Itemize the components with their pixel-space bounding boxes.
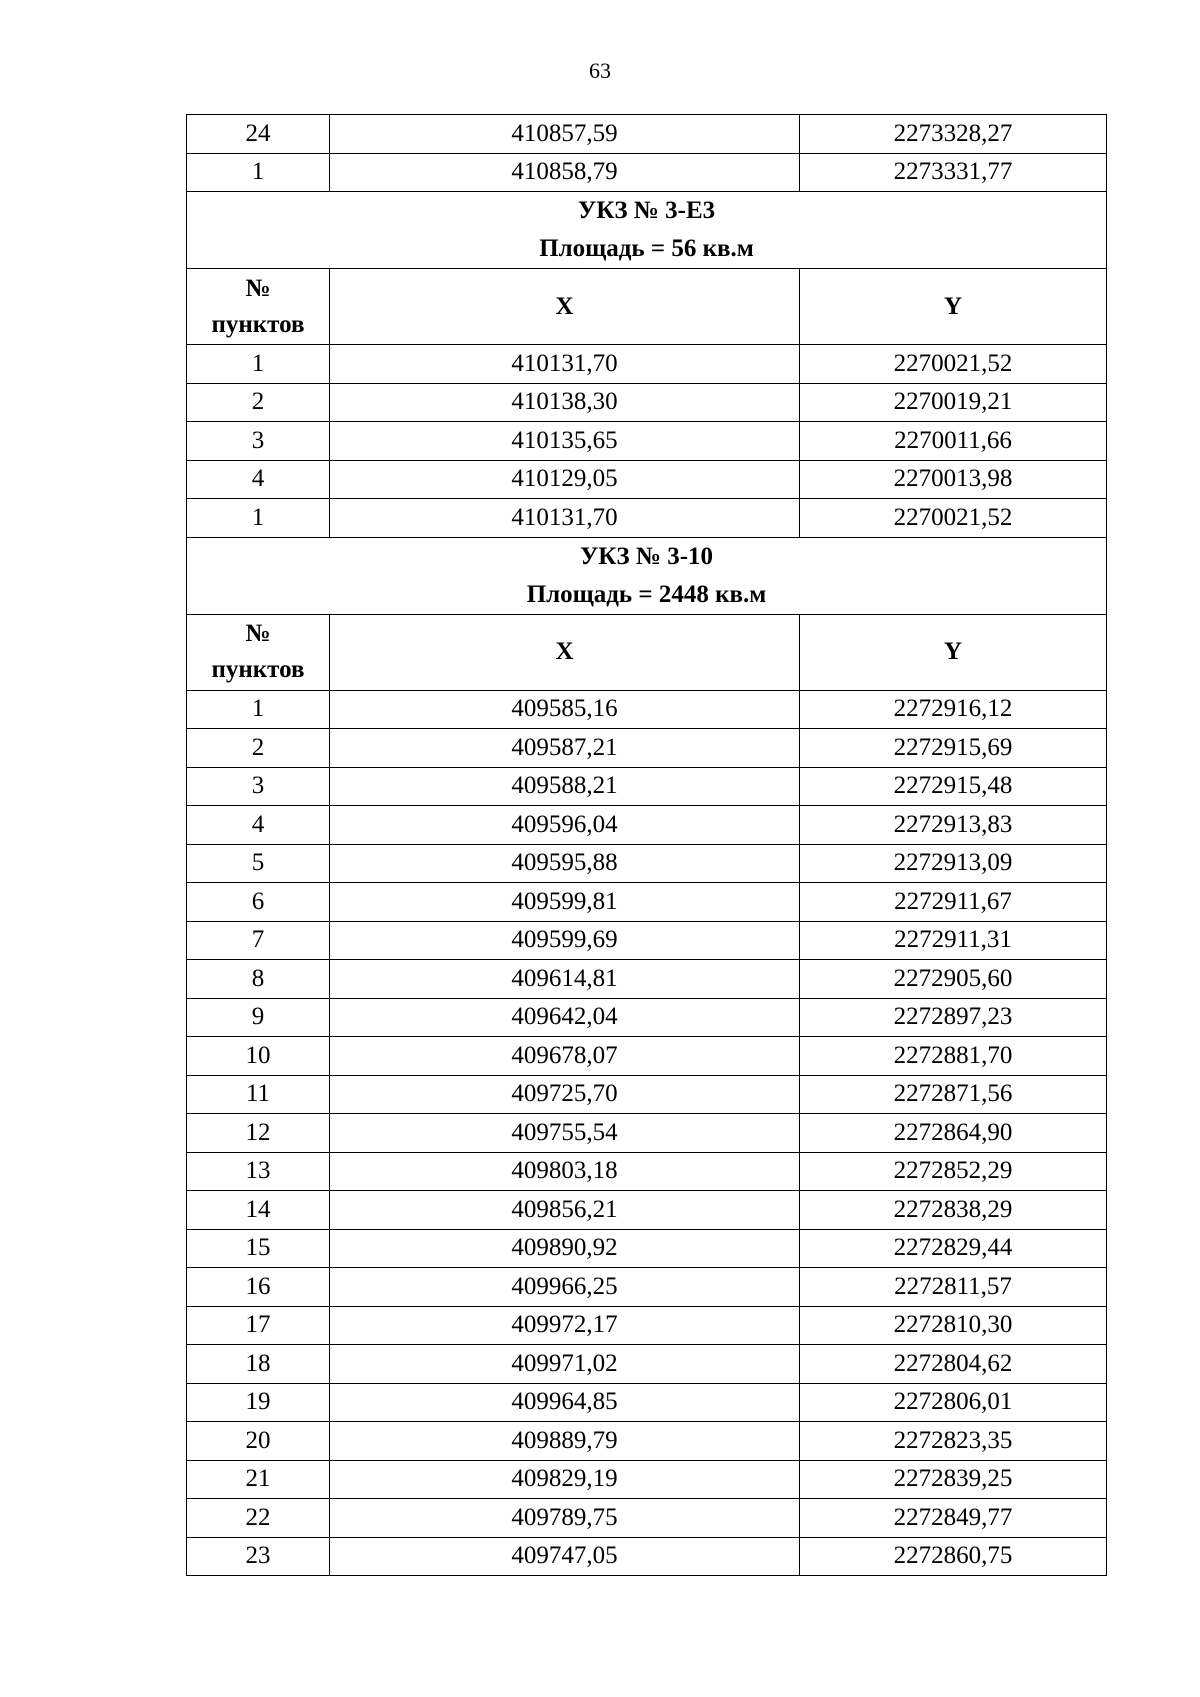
point-number-cell: 22: [187, 1499, 330, 1538]
point-number-cell: 2: [187, 383, 330, 422]
x-coordinate-cell: 409588,21: [330, 767, 800, 806]
point-number-cell: 7: [187, 921, 330, 960]
point-number-cell: 20: [187, 1422, 330, 1461]
x-coordinate-cell: 409587,21: [330, 729, 800, 768]
table-row: [187, 767, 1107, 806]
x-coordinate-cell: 409755,54: [330, 1114, 800, 1153]
x-coordinate-cell: 409747,05: [330, 1537, 800, 1576]
y-coordinate-cell: 2270019,21: [800, 383, 1107, 422]
table-row: [187, 1499, 1107, 1538]
table-row: [187, 1037, 1107, 1076]
x-coordinate-cell: 409678,07: [330, 1037, 800, 1076]
x-coordinate-cell: 409642,04: [330, 998, 800, 1037]
y-coordinate-cell: 2272915,48: [800, 767, 1107, 806]
point-number-cell: 1: [187, 345, 330, 384]
page-number: 63: [589, 58, 611, 83]
section-title: УКЗ № 3-Е3: [577, 197, 716, 224]
x-coordinate-cell: 409596,04: [330, 806, 800, 845]
x-coordinate-cell: 409964,85: [330, 1383, 800, 1422]
y-coordinate-cell: 2272852,29: [800, 1152, 1107, 1191]
point-number-cell: 12: [187, 1114, 330, 1153]
table-row: [187, 729, 1107, 768]
point-number-cell: 5: [187, 844, 330, 883]
point-number-header-line2: пунктов: [211, 310, 305, 338]
y-coordinate-cell: 2272864,90: [800, 1114, 1107, 1153]
point-number-cell: 17: [187, 1306, 330, 1345]
point-number-cell: 3: [187, 422, 330, 461]
point-number-cell: 11: [187, 1075, 330, 1114]
y-coordinate-cell: 2272810,30: [800, 1306, 1107, 1345]
section-title: УКЗ № 3-10: [579, 542, 714, 570]
point-number-header-line1: №: [245, 620, 271, 647]
point-number-header-line1: №: [245, 274, 271, 302]
section-header-cell: [187, 537, 1107, 614]
x-coordinate-cell: 409599,69: [330, 921, 800, 960]
table-row: [187, 499, 1107, 538]
y-coordinate-cell: 2272849,77: [800, 1499, 1107, 1538]
table-row: [187, 998, 1107, 1037]
section-header-row: [187, 537, 1107, 614]
x-coordinate-cell: 410138,30: [330, 383, 800, 422]
x-coordinate-cell: 410131,70: [330, 345, 800, 384]
x-coordinate-cell: 409585,16: [330, 690, 800, 729]
x-coordinate-cell: 409972,17: [330, 1306, 800, 1345]
x-coordinate-cell: 409889,79: [330, 1422, 800, 1461]
table-row: [187, 960, 1107, 999]
coordinates-table-body: [187, 115, 1107, 1576]
x-coordinate-cell: 409614,81: [330, 960, 800, 999]
table-row: [187, 1460, 1107, 1499]
section-area: Площадь = 56 кв.м: [539, 235, 754, 262]
y-coordinate-cell: 2272913,09: [800, 844, 1107, 883]
point-number-header: [187, 614, 330, 690]
y-header: Y: [800, 269, 1107, 345]
y-coordinate-cell: 2270011,66: [800, 422, 1107, 461]
point-number-cell: 2: [187, 729, 330, 768]
x-coordinate-cell: 409829,19: [330, 1460, 800, 1499]
point-number-cell: 8: [187, 960, 330, 999]
table-row: [187, 1114, 1107, 1153]
y-coordinate-cell: 2272823,35: [800, 1422, 1107, 1461]
y-coordinate-cell: 2272804,62: [800, 1345, 1107, 1384]
table-row: [187, 690, 1107, 729]
x-header: X: [330, 614, 800, 690]
point-number-cell: 1: [187, 690, 330, 729]
point-number-cell: 15: [187, 1229, 330, 1268]
table-row: [187, 1537, 1107, 1576]
point-number-cell: 23: [187, 1537, 330, 1576]
point-number-cell: 19: [187, 1383, 330, 1422]
x-header: X: [330, 269, 800, 345]
table-row: [187, 1152, 1107, 1191]
table-row: [187, 153, 1107, 192]
table-row: [187, 1422, 1107, 1461]
coordinates-table: [186, 114, 1107, 1576]
x-coordinate-cell: 409789,75: [330, 1499, 800, 1538]
y-coordinate-cell: 2270013,98: [800, 460, 1107, 499]
table-row: [187, 1383, 1107, 1422]
y-coordinate-cell: 2270021,52: [800, 499, 1107, 538]
y-coordinate-cell: 2272911,67: [800, 883, 1107, 922]
x-coordinate-cell: 410131,70: [330, 499, 800, 538]
section-header-row: [187, 192, 1107, 269]
point-number-cell: 6: [187, 883, 330, 922]
column-header-row: [187, 614, 1107, 690]
x-coordinate-cell: 409971,02: [330, 1345, 800, 1384]
y-coordinate-cell: 2272905,60: [800, 960, 1107, 999]
point-number-cell: 24: [187, 115, 330, 154]
y-coordinate-cell: 2272806,01: [800, 1383, 1107, 1422]
y-coordinate-cell: 2272838,29: [800, 1191, 1107, 1230]
point-number-cell: 13: [187, 1152, 330, 1191]
y-coordinate-cell: 2272871,56: [800, 1075, 1107, 1114]
point-number-cell: 21: [187, 1460, 330, 1499]
table-row: [187, 921, 1107, 960]
y-coordinate-cell: 2272860,75: [800, 1537, 1107, 1576]
x-coordinate-cell: 409599,81: [330, 883, 800, 922]
table-row: [187, 844, 1107, 883]
x-coordinate-cell: 409595,88: [330, 844, 800, 883]
y-coordinate-cell: 2272897,23: [800, 998, 1107, 1037]
table-row: [187, 1345, 1107, 1384]
y-header: Y: [800, 614, 1107, 690]
table-row: [187, 115, 1107, 154]
x-coordinate-cell: 409803,18: [330, 1152, 800, 1191]
y-coordinate-cell: 2272811,57: [800, 1268, 1107, 1307]
table-row: [187, 883, 1107, 922]
column-header-row: [187, 269, 1107, 345]
x-coordinate-cell: 409725,70: [330, 1075, 800, 1114]
table-row: [187, 383, 1107, 422]
point-number-header: [187, 269, 330, 345]
point-number-cell: 18: [187, 1345, 330, 1384]
point-number-cell: 4: [187, 806, 330, 845]
x-coordinate-cell: 409890,92: [330, 1229, 800, 1268]
table-row: [187, 806, 1107, 845]
point-number-cell: 3: [187, 767, 330, 806]
table-row: [187, 1306, 1107, 1345]
table-row: [187, 1191, 1107, 1230]
point-number-cell: 14: [187, 1191, 330, 1230]
section-header-cell: [187, 192, 1107, 269]
y-coordinate-cell: 2272913,83: [800, 806, 1107, 845]
table-row: [187, 1229, 1107, 1268]
point-number-cell: 10: [187, 1037, 330, 1076]
point-number-cell: 4: [187, 460, 330, 499]
point-number-header-line2: пунктов: [211, 656, 305, 683]
x-coordinate-cell: 410857,59: [330, 115, 800, 154]
y-coordinate-cell: 2272915,69: [800, 729, 1107, 768]
y-coordinate-cell: 2272839,25: [800, 1460, 1107, 1499]
table-row: [187, 1075, 1107, 1114]
x-coordinate-cell: 410135,65: [330, 422, 800, 461]
table-row: [187, 460, 1107, 499]
x-coordinate-cell: 410129,05: [330, 460, 800, 499]
point-number-cell: 9: [187, 998, 330, 1037]
y-coordinate-cell: 2272881,70: [800, 1037, 1107, 1076]
point-number-cell: 16: [187, 1268, 330, 1307]
y-coordinate-cell: 2272829,44: [800, 1229, 1107, 1268]
x-coordinate-cell: 410858,79: [330, 153, 800, 192]
point-number-cell: 1: [187, 499, 330, 538]
y-coordinate-cell: 2270021,52: [800, 345, 1107, 384]
section-area: Площадь = 2448 кв.м: [526, 580, 767, 608]
table-row: [187, 345, 1107, 384]
y-coordinate-cell: 2273328,27: [800, 115, 1107, 154]
y-coordinate-cell: 2273331,77: [800, 153, 1107, 192]
point-number-cell: 1: [187, 153, 330, 192]
table-row: [187, 422, 1107, 461]
x-coordinate-cell: 409856,21: [330, 1191, 800, 1230]
y-coordinate-cell: 2272911,31: [800, 921, 1107, 960]
table-row: [187, 1268, 1107, 1307]
x-coordinate-cell: 409966,25: [330, 1268, 800, 1307]
y-coordinate-cell: 2272916,12: [800, 690, 1107, 729]
